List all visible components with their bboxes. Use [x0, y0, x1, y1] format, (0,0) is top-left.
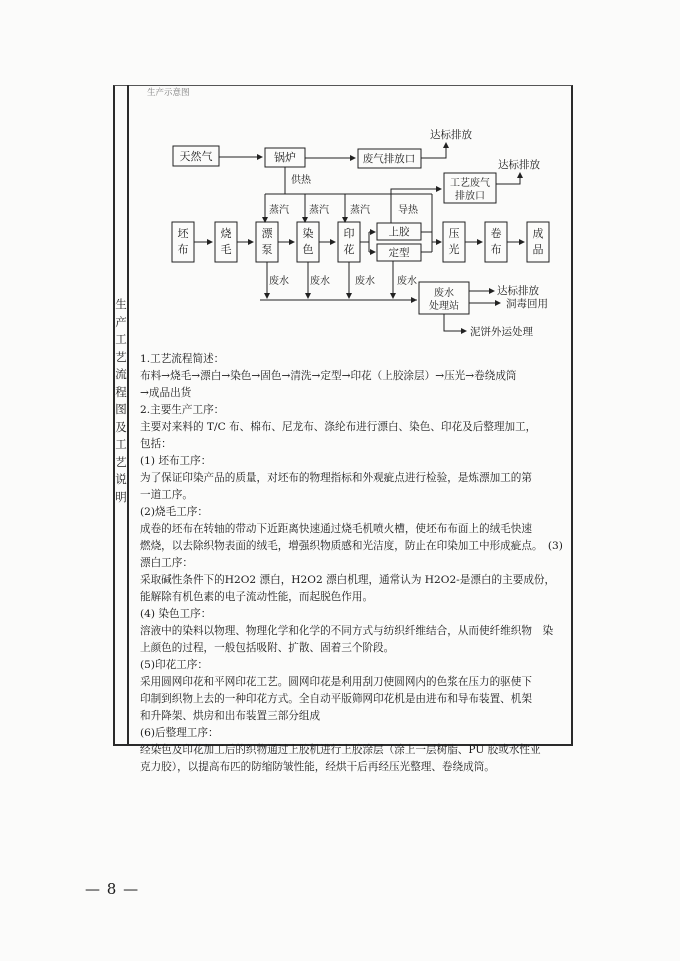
standard-discharge-top: 达标排放 — [430, 129, 472, 141]
roll-label-a: 卷 — [490, 227, 502, 240]
side-char: 及 — [115, 419, 127, 434]
printing-box — [338, 222, 360, 262]
singeing-box — [215, 222, 237, 262]
steam-label-1: 蒸汽 — [269, 205, 289, 216]
singe-label-a: 烧 — [220, 227, 232, 240]
finished-label-a: 成 — [532, 227, 544, 240]
dye-label-b: 色 — [302, 243, 314, 256]
text-line: 一道工序。 — [140, 489, 193, 501]
page-number: — 8 — — [85, 880, 140, 898]
dyeing-box — [297, 222, 319, 262]
irrigation-reuse-label: 洞毒回用 — [506, 298, 548, 310]
roll-label-b: 布 — [490, 243, 502, 256]
process-description — [140, 351, 564, 776]
text-line: 包括： — [140, 438, 172, 450]
side-char: 艺 — [115, 349, 127, 364]
side-char: 生 — [115, 297, 127, 311]
side-char: 明 — [115, 489, 127, 504]
text-line: 2.主要生产工序： — [140, 404, 225, 416]
press-label-a: 压 — [448, 227, 460, 240]
text-line: (4) 染色工序： — [140, 608, 212, 620]
bleach-label-a: 漂 — [261, 227, 273, 240]
singe-label-b: 毛 — [220, 243, 232, 256]
print-label-b: 花 — [343, 243, 355, 256]
text-line: 经染色及印花加工后的织物通过上胶机进行上胶涂层（涂上一层树脂、PU 胶或水性亚 — [140, 744, 541, 756]
text-line: 印制到织物上去的一种印花方式。全自动平版筛网印花机是由进布和导布装置、机架 — [140, 693, 532, 705]
text-line: (1) 坯布工序： — [140, 455, 212, 467]
text-line: 和升降架、烘房和出布装置三部分组成 — [140, 710, 321, 722]
side-char: 工 — [115, 332, 127, 346]
bleaching-box — [256, 222, 278, 262]
text-line: 燃烧，以去除织物表面的绒毛，增强织物质感和光洁度，防止在印染加工中形成疵点。 (3) — [140, 540, 563, 552]
process-flow-diagram — [0, 0, 680, 345]
greige-label-a: 坯 — [177, 227, 189, 240]
process-waste-gas-label-1: 工艺废气 — [450, 178, 490, 189]
boiler-label: 锅炉 — [274, 151, 296, 164]
text-line: 采取碱性条件下的H2O2 漂白，H2O2 漂白机理，通常认为 H2O2-是漂白的主要成份， — [140, 574, 556, 586]
text-line: 上颜色的过程，一般包括吸附、扩散、固着三个阶段。 — [140, 642, 395, 654]
waste-gas-outlet-box — [358, 149, 421, 168]
finished-box — [527, 222, 549, 262]
text-line: 克力胶），以提高布匹的防缩防皱性能，经烘干后再经压光整理、卷绕成筒。 — [140, 761, 495, 773]
wastewater-label-2: 废水 — [310, 276, 330, 287]
greige-box — [172, 222, 194, 262]
text-line: (5)印花工序： — [140, 659, 208, 671]
process-waste-gas-label-2: 排放口 — [455, 191, 485, 202]
glue-label: 上胶 — [388, 226, 410, 238]
setting-label: 定型 — [388, 247, 410, 259]
process-waste-gas-box — [444, 173, 496, 203]
text-line: 布料→烧毛→漂白→染色→固色→清洗→定型→印花（上胶涂层）→压光→卷绕成筒 — [140, 370, 517, 382]
text-line: 主要对来料的 T/C 布、棉布、尼龙布、涤纶布进行漂白、染色、印花及后整理加工， — [140, 421, 537, 433]
glue-box — [377, 223, 421, 240]
text-line: 漂白工序： — [140, 557, 193, 569]
waste-gas-outlet-label: 废气排放口 — [362, 153, 416, 165]
heat-supply-label: 供热 — [291, 175, 311, 186]
side-char: 说 — [115, 472, 127, 486]
text-line: 采用圆网印花和平网印花工艺。圆网印花是利用刮刀使圆网内的色浆在压力的驱使下 — [140, 676, 532, 688]
side-char: 流 — [115, 367, 127, 381]
sludge-disposal-label: 泥饼外运处理 — [470, 326, 533, 338]
text-line: 为了保证印染产品的质量，对坯布的物理指标和外观疵点进行检验，是炼漂加工的第 — [140, 472, 532, 484]
text-line: 溶液中的染料以物理、物理化学和化学的不同方式与纺织纤维结合，从而使纤维织物 染 — [140, 625, 554, 637]
standard-discharge-bottom: 达标排放 — [497, 285, 539, 297]
rolling-box — [485, 222, 507, 262]
finished-label-b: 品 — [532, 243, 544, 256]
standard-discharge-mid: 达标排放 — [498, 159, 540, 171]
wastewater-label-3: 废水 — [355, 276, 375, 287]
side-char: 工 — [115, 437, 127, 451]
text-line: →成品出货 — [140, 387, 192, 399]
steam-label-2: 蒸汽 — [309, 205, 329, 216]
press-box — [443, 222, 465, 262]
side-char: 艺 — [115, 454, 127, 469]
text-line: 能解除有机色素的电子流动性能，而起脱色作用。 — [140, 591, 374, 603]
wwtp-label-1: 废水 — [434, 288, 454, 299]
natural-gas-label: 天然气 — [179, 150, 213, 163]
press-label-b: 光 — [448, 243, 460, 256]
dye-label-a: 染 — [302, 227, 314, 240]
side-char: 图 — [115, 402, 127, 416]
side-char: 产 — [115, 314, 127, 329]
wastewater-label-1: 废水 — [269, 276, 289, 287]
side-char: 程 — [115, 384, 127, 399]
steam-label-3: 蒸汽 — [350, 205, 370, 216]
wastewater-station-box — [419, 282, 469, 314]
text-line: 成卷的坯布在转轴的带动下近距离快速通过烧毛机喷火槽，使坯布布面上的绒毛快速 — [140, 523, 532, 535]
greige-label-b: 布 — [177, 243, 189, 256]
wwtp-label-2: 处理站 — [429, 301, 459, 312]
text-line: (2)烧毛工序： — [140, 506, 208, 518]
natural-gas-box — [173, 146, 219, 166]
heat-conduct-label: 导热 — [398, 205, 418, 216]
setting-box — [377, 244, 421, 261]
text-line: (6)后整理工序： — [140, 727, 219, 739]
diagram-title: 生产示意图 — [147, 88, 190, 98]
print-label-a: 印 — [343, 227, 355, 240]
text-line: 1.工艺流程简述： — [140, 353, 225, 365]
wastewater-label-4: 废水 — [397, 276, 417, 287]
boiler-box — [265, 148, 305, 167]
bleach-label-b: 泵 — [261, 243, 273, 256]
